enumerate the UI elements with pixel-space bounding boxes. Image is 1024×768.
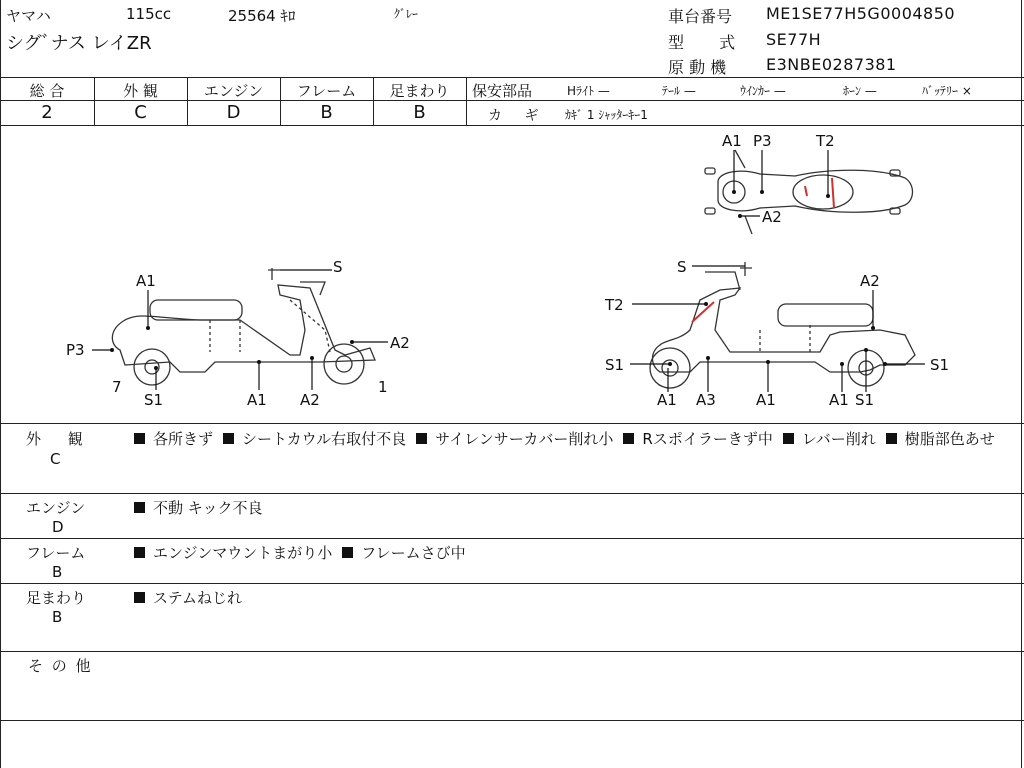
body-color: ｸﾞﾚｰ — [394, 7, 419, 21]
exterior-item: サイレンサーカバー削れ小 — [435, 430, 614, 448]
engine-label: エンジン — [203, 82, 264, 100]
right-label-s1-bottom: S1 — [855, 391, 875, 409]
frame-number-value: ME1SE77H5G0004850 — [766, 4, 956, 23]
type-label: 型 式 — [668, 33, 736, 52]
engine-number-label: 原 動 機 — [668, 58, 727, 77]
engine-item: 不動 キック不良 — [153, 499, 263, 517]
exterior-label: 外 観 — [123, 82, 158, 100]
notes-engine-grade: D — [52, 518, 64, 536]
engine-number-value: E3NBE0287381 — [766, 55, 897, 74]
notes-engine-items — [134, 497, 1014, 519]
frame-value: B — [320, 102, 333, 123]
notes-engine-label: エンジン — [26, 499, 86, 517]
notes-frame-items — [134, 542, 1014, 564]
scooter-damage-diagram — [0, 126, 1022, 423]
top-label-a2: A2 — [762, 208, 782, 226]
notes-exterior-grade: C — [50, 450, 61, 468]
notes-frame-grade: B — [52, 563, 63, 581]
notes-divider-2 — [0, 538, 1024, 539]
suspension-value: B — [413, 102, 426, 123]
top-view-scooter — [705, 150, 913, 234]
right-label-t2: T2 — [605, 296, 624, 314]
suspension-item: ステムねじれ — [153, 589, 242, 607]
left-label-a2-bottom: A2 — [300, 391, 320, 409]
right-label-a3: A3 — [696, 391, 716, 409]
left-label-s: S — [333, 258, 343, 276]
right-label-a1-3: A1 — [829, 391, 849, 409]
grade-col-5 — [466, 77, 467, 125]
overall-value: 2 — [41, 102, 53, 123]
notes-suspension-grade: B — [52, 608, 63, 626]
notes-exterior-items — [134, 428, 1014, 450]
notes-divider-5 — [0, 720, 1024, 721]
left-label-s1: S1 — [144, 391, 164, 409]
notes-divider-3 — [0, 583, 1024, 584]
suspension-label: 足まわり — [389, 82, 450, 100]
right-label-a2: A2 — [860, 272, 880, 290]
right-label-s1-left: S1 — [605, 356, 625, 374]
exterior-item: 各所きず — [153, 430, 214, 448]
type-value: SE77H — [766, 30, 822, 49]
exterior-value: C — [134, 102, 147, 123]
diagram-bottom-divider — [0, 423, 1024, 424]
key-label: カ ギ — [488, 108, 539, 124]
top-label-p3: P3 — [753, 132, 772, 150]
exterior-item: シートカウル右取付不良 — [242, 430, 407, 448]
notes-divider-1 — [0, 493, 1024, 494]
notes-exterior-label: 外 観 — [26, 430, 83, 448]
safety-item-horn: ﾎｰﾝ — — [843, 84, 877, 98]
overall-label: 総 合 — [29, 82, 65, 100]
notes-suspension-items — [134, 587, 1014, 609]
exterior-item: Rスポイラーきず中 — [642, 430, 773, 448]
notes-other-label: そ の 他 — [28, 657, 91, 675]
right-label-s: S — [677, 258, 687, 276]
safety-item-tail: ﾃｰﾙ — — [662, 84, 696, 98]
left-label-7: 7 — [112, 378, 122, 396]
top-label-t2: T2 — [816, 132, 835, 150]
safety-item-battery: ﾊﾞｯﾃﾘｰ × — [922, 84, 972, 98]
left-label-1: 1 — [378, 378, 388, 396]
notes-frame-label: フレーム — [26, 544, 86, 562]
exterior-item: 樹脂部色あせ — [904, 430, 995, 448]
notes-suspension-label: 足まわり — [26, 589, 87, 607]
left-label-a2-right: A2 — [390, 334, 410, 352]
notes-divider-4 — [0, 651, 1024, 652]
safety-label: 保安部品 — [472, 82, 533, 100]
frame-item: フレームさび中 — [361, 544, 466, 562]
engine-value: D — [226, 102, 241, 123]
header-divider — [0, 77, 1024, 78]
safety-item-winker: ｳｲﾝｶｰ — — [740, 84, 786, 98]
right-label-a1-2: A1 — [756, 391, 776, 409]
mileage: 25564 ｷﾛ — [228, 7, 296, 25]
safety-divider — [466, 100, 1024, 101]
left-label-p3: P3 — [66, 341, 85, 359]
left-label-a1-bottom: A1 — [247, 391, 267, 409]
safety-item-headlight: Hﾗｲﾄ — — [567, 84, 610, 98]
frame-number-label: 車台番号 — [668, 7, 733, 26]
left-label-a1-top: A1 — [136, 272, 156, 290]
right-label-a1-1: A1 — [657, 391, 677, 409]
displacement: 115cc — [126, 5, 172, 23]
key-value: ｶｷﾞ 1 ｼｬｯﾀｰｷｰ1 — [565, 108, 648, 122]
exterior-item: レバー削れ — [801, 430, 876, 448]
right-label-s1-right: S1 — [930, 356, 950, 374]
frame-item: エンジンマウントまがり小 — [153, 544, 333, 562]
top-label-a1: A1 — [722, 132, 742, 150]
model-name: シグﾞナス レイZR — [6, 33, 152, 54]
maker: ヤマハ — [6, 7, 51, 25]
frame-label: フレーム — [296, 82, 357, 100]
